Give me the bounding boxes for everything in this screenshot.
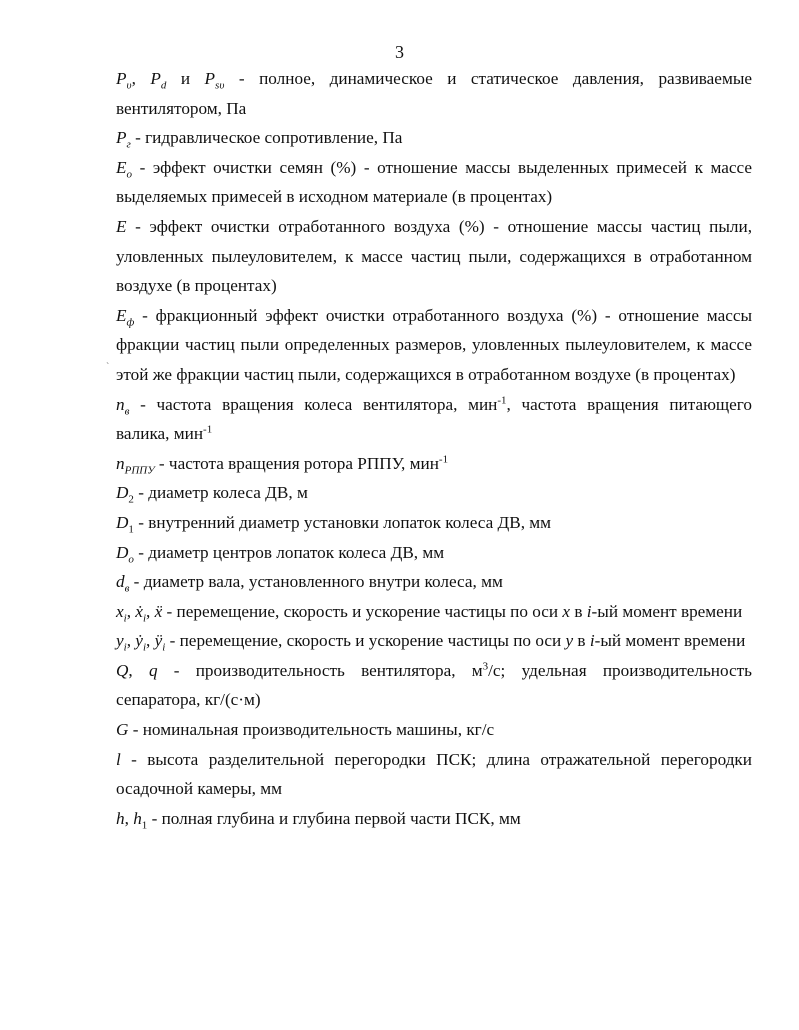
- page-number: 3: [395, 42, 404, 62]
- entry-fractional-effect: $E_ф$ - фракционный эффект очистки отработанного воздуха (%) - отношение массы фракции частиц пыли определенных размеров, уловленных пылеуловителем, к массе этой же фракции частиц пыли, содержащихся в отработанном воздухе (в процентах): [116, 305, 752, 384]
- entry-depth: h, $h_1$ - полная глубина и глубина первой части ПСК, мм: [116, 808, 521, 832]
- entry-partition-height: l - высота разделительной перегородки ПСК; длина отражательной перегородки осадочной камеры, мм: [116, 749, 752, 799]
- entry-productivity: Q, q - производительность вентилятора, $м^3/с$; удельная производительность сепаратора, кг/(с·м): [116, 660, 752, 710]
- entry-wheel-diameter: $D_2$ - диаметр колеса ДВ, м: [116, 483, 308, 506]
- entry-inner-diameter: $D_1$ - внутренний диаметр установки лопаток колеса ДВ, мм: [116, 512, 552, 536]
- entry-shaft-diameter: $d_в$ - диаметр вала, установленного внутри колеса, мм: [116, 572, 503, 595]
- entry-motion-x: $x_i$, ẋ$_i$, ẍ - перемещение, скорость и ускорение частицы по оси x в i-ый момент времени: [116, 601, 743, 625]
- entry-nominal-productivity: G - номинальная производительность машины, кг/с: [116, 720, 495, 740]
- entry-hydraulic-resistance: $P_г$ - гидравлическое сопротивление, Па: [116, 128, 403, 151]
- entry-fan-speed: $n_в$ - частота вращения колеса вентилятора, мин$^{-1}$, частота вращения питающего валика, мин$^{-1}$: [116, 393, 752, 444]
- entry-air-cleaning-effect: E - эффект очистки отработанного воздуха (%) - отношение массы частиц пыли, уловленных пылеуловителем, к массе частиц пыли, содержащихся в отработанном воздухе (в процентах): [116, 216, 752, 296]
- entry-seed-cleaning-effect: $E_o$ - эффект очистки семян (%) - отношение массы выделенных примесей к массе выделяемых примесей в исходном материале (в процентах): [116, 157, 752, 207]
- entry-center-diameter: $D_o$ - диаметр центров лопаток колеса ДВ, мм: [116, 542, 445, 565]
- entry-rotor-speed: $n_{РППУ}$ - частота вращения ротора РППУ, мин$^{-1}$: [116, 452, 449, 477]
- symbol-list: [116, 64, 752, 833]
- scan-mark: ˋ: [106, 362, 110, 373]
- entry-pressure: $P_\upsilon$, $P_d$ и $P_{s\upsilon}$ - полное, динамическое и статическое давления, развиваемые вентилятором, Па: [116, 69, 752, 118]
- entry-motion-y: $y_i$, ẏ$_i$, $ÿ_i$ - перемещение, скорость и ускорение частицы по оси y в i-ый момент времени: [116, 631, 746, 654]
